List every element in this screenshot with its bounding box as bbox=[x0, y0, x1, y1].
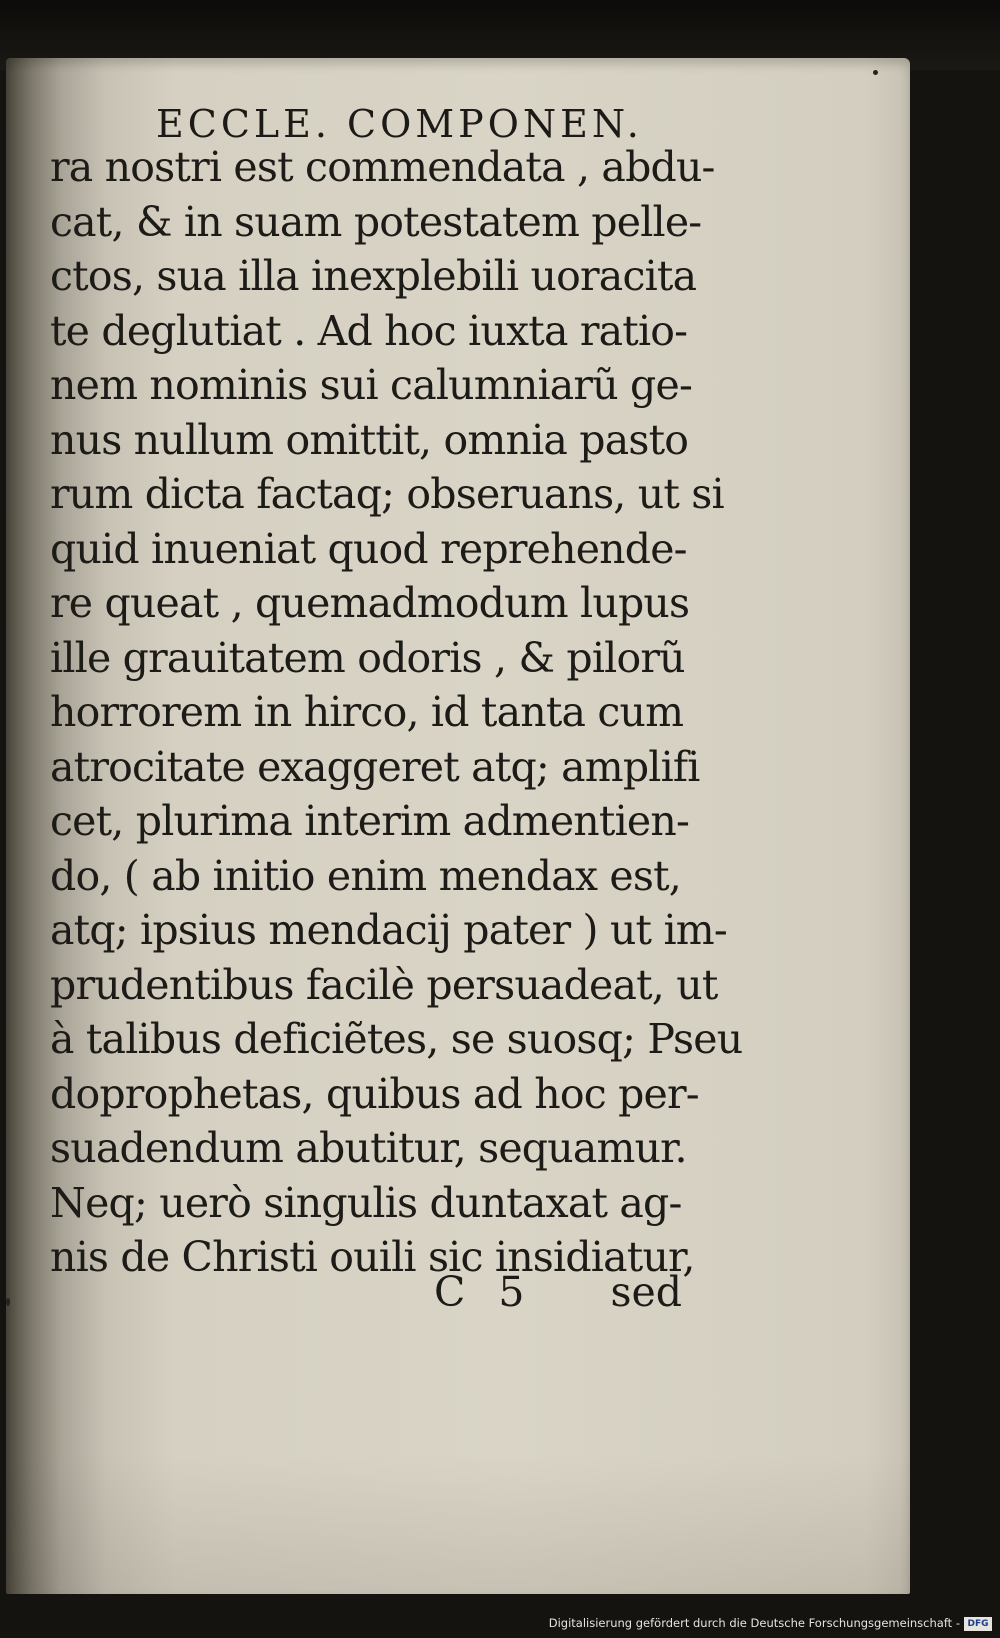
book-page bbox=[6, 58, 910, 1594]
paper-speck bbox=[873, 70, 878, 75]
text-line: rum dicta factaq; obseruans, ut si bbox=[50, 470, 724, 518]
text-line: horrorem in hirco, id tanta cum bbox=[50, 688, 684, 736]
text-line: Neq; uerò singulis duntaxat ag- bbox=[50, 1178, 682, 1227]
digitization-credit: Digitalisierung gefördert durch die Deutsche Forschungsgemeinschaft - bbox=[548, 1616, 960, 1630]
text-line: do, ( ab initio enim mendax est, bbox=[50, 851, 681, 900]
catchword: sed bbox=[610, 1268, 682, 1316]
text-line: doprophetas, quibus ad hoc per- bbox=[50, 1069, 699, 1118]
page-body-text bbox=[50, 140, 743, 1285]
text-line: re queat , quemadmodum lupus bbox=[50, 579, 690, 627]
text-line: nem nominis sui calumniarũ ge- bbox=[50, 361, 693, 409]
paper-speck bbox=[6, 1298, 10, 1306]
digitization-credit-bar bbox=[0, 1608, 1000, 1638]
text-line: à talibus deficiẽtes, se suosq; Pseu bbox=[50, 1015, 743, 1063]
text-line: ctos, sua illa inexplebili uoracita bbox=[50, 252, 697, 300]
dfg-logo: DFG bbox=[964, 1617, 992, 1631]
signature-mark: C 5 bbox=[434, 1268, 535, 1316]
page-footer bbox=[50, 1268, 690, 1328]
text-line: ra nostri est commendata , abdu- bbox=[50, 143, 715, 191]
text-line: cet, plurima interim admentien- bbox=[50, 797, 690, 845]
text-line: quid inueniat quod reprehende- bbox=[50, 524, 687, 573]
text-line: ille grauitatem odoris , & pilorũ bbox=[50, 633, 685, 682]
text-line: nis de Christi ouili sic insidiatur, bbox=[50, 1233, 695, 1281]
text-line: cat, & in suam potestatem pelle- bbox=[50, 197, 702, 246]
running-header: ECCLE. COMPONEN. bbox=[156, 102, 643, 146]
text-line: atq; ipsius mendacij pater ) ut im- bbox=[50, 906, 727, 954]
text-line: atrocitate exaggeret atq; amplifi bbox=[50, 742, 700, 791]
text-line: suadendum abutitur, sequamur. bbox=[50, 1124, 687, 1172]
text-line: te deglutiat . Ad hoc iuxta ratio- bbox=[50, 306, 688, 355]
text-line: nus nullum omittit, omnia pasto bbox=[50, 415, 689, 464]
text-line: prudentibus facilè persuadeat, ut bbox=[50, 960, 718, 1009]
